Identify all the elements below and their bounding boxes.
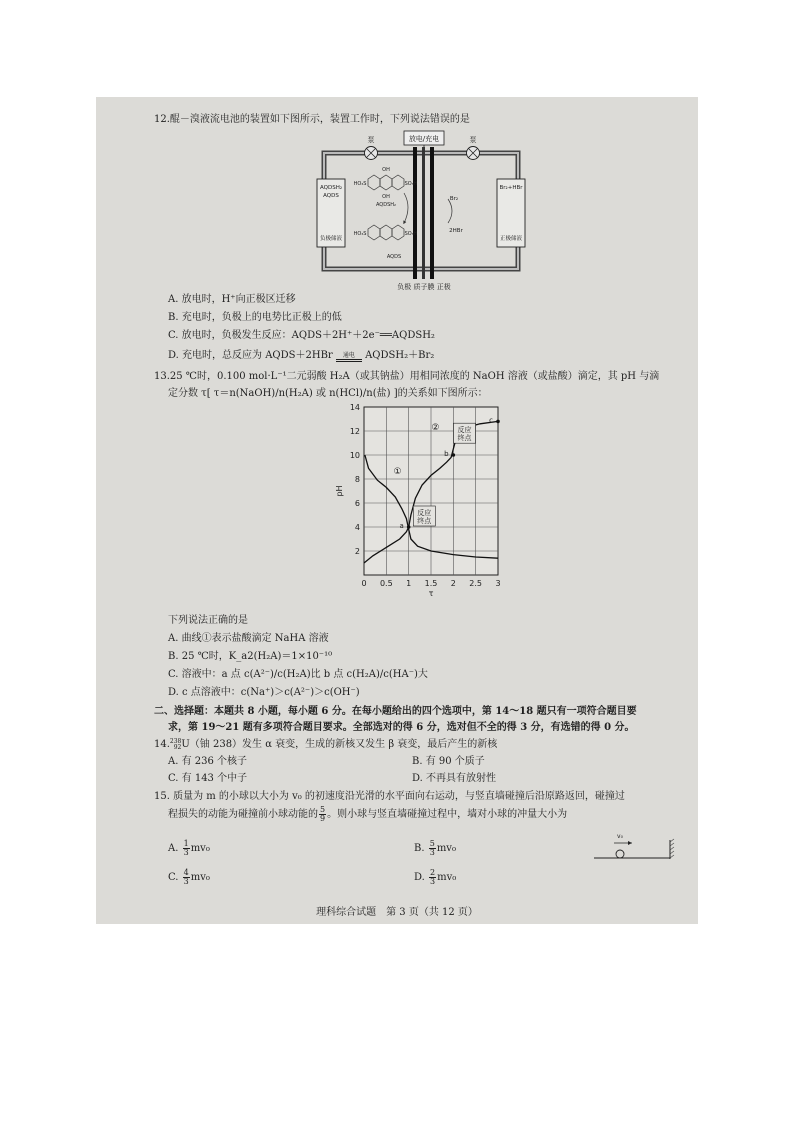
q12-option-c: C. 放电时，负极发生反应：AQDS＋2H⁺＋2e⁻══AQDSH₂ (168, 330, 435, 341)
x-tick-label: 0 (361, 579, 367, 588)
svg-text:HO₃S: HO₃S (353, 181, 367, 187)
q13-option-c: C. 溶液中：a 点 c(A²⁻)/c(H₂A)比 b 点 c(H₂A)/c(HA⁻)大 (168, 669, 428, 680)
q12-battery-diagram (316, 129, 526, 291)
diagram-top-label: 放电/充电 (408, 135, 440, 143)
q13-option-d: D. c 点溶液中：c(Na⁺)＞c(A²⁻)＞c(OH⁻) (168, 687, 360, 698)
titration-chart (331, 399, 511, 611)
y-tick-label: 4 (354, 523, 360, 532)
svg-text:Br₂+HBr: Br₂+HBr (499, 185, 523, 191)
q13-stem-line-1: 13.25 ℃时，0.100 mol·L⁻¹二元弱酸 H₂A（或其钠盐）用相同浓度的 NaOH 溶液（或盐酸）滴定，其 pH 与滴 (154, 371, 660, 382)
q13-stem-line-2: 定分数 τ[ τ＝n(NaOH)/n(H₂A) 或 n(HCl)/n(盐) ]的关系如下图所示： (168, 388, 488, 399)
q12-stem: 12.醌－溴液流电池的装置如下图所示，装置工作时，下列说法错误的是 (154, 114, 470, 125)
x-tick-label: 2 (450, 579, 456, 588)
q15-stem-line-2: 程损失的动能为碰撞前小球动能的 $\frac{5}{9}$ 。则小球与竖直墙碰撞过程中，墙对小球的冲量大小为 (168, 805, 568, 823)
point-label-a: a (399, 522, 404, 530)
pump-right-label: 泵 (469, 136, 477, 144)
q14-stem: 14. 238 92 U（铀 238）发生 α 衰变，生成的新核又发生 β 衰变，最后产生的新核 (154, 737, 498, 751)
svg-text:HO₃S: HO₃S (353, 231, 367, 237)
svg-text:SO₃H: SO₃H (404, 231, 418, 237)
y-axis-label: pH (335, 485, 344, 497)
svg-text:Br₂: Br₂ (449, 196, 459, 202)
svg-text:AQDSH₂: AQDSH₂ (319, 185, 343, 191)
q15-stem-line-1: 15. 质量为 m 的小球以大小为 v₀ 的初速度沿光滑的水平面向右运动，与竖直墙碰撞后沿原路返回，碰撞过 (154, 791, 625, 802)
y-tick-label: 12 (349, 427, 360, 436)
q12-option-a: A. 放电时，H⁺向正极区迁移 (168, 294, 296, 305)
point-label-c: c (489, 416, 493, 425)
svg-text:正极储液: 正极储液 (499, 236, 523, 242)
svg-text:AQDS: AQDS (323, 193, 339, 199)
q13-prompt: 下列说法正确的是 (168, 615, 248, 626)
q14-option-c: C. 有 143 个中子 (168, 773, 248, 784)
q14-option-d: D. 不再具有放射性 (412, 773, 497, 784)
point-a (407, 525, 411, 529)
x-tick-label: 0.5 (379, 579, 393, 588)
annotation-text: 反应 (417, 509, 432, 517)
q12-option-d: D. 充电时，总反应为 AQDS＋2HBr 通电 AQDSH₂＋Br₂ (168, 350, 435, 361)
x-axis-label: τ (428, 589, 434, 598)
annotation-text: 终点 (457, 434, 472, 443)
series-marker-label: ② (431, 422, 440, 433)
svg-text:AQDSH₂: AQDSH₂ (375, 202, 397, 208)
point-label-b: b (444, 450, 449, 458)
annotation-text: 反应 (457, 426, 472, 435)
y-tick-label: 8 (354, 475, 360, 484)
q13-option-b: B. 25 ℃时，K_a2(H₂A)＝1×10⁻¹⁰ (168, 651, 333, 662)
svg-text:AQDS: AQDS (386, 254, 402, 260)
page-footer: 理科综合试题 第 3 页（共 12 页） (316, 907, 478, 918)
svg-text:OH: OH (382, 167, 390, 173)
y-tick-label: 14 (349, 403, 360, 412)
electrode-labels: 负极 质子膜 正极 (397, 283, 451, 291)
x-tick-label: 3 (495, 579, 501, 588)
svg-text:v₀: v₀ (617, 833, 623, 840)
series-marker-label: ① (393, 467, 402, 478)
svg-text:OH: OH (382, 194, 390, 200)
svg-text:SO₃H: SO₃H (404, 181, 418, 187)
q14-option-b: B. 有 90 个质子 (412, 756, 485, 767)
section2-instructions-1: 二、选择题：本题共 8 小题，每小题 6 分。在每小题给出的四个选项中，第 14～18 题只有一项符合题目要 (154, 706, 637, 717)
x-tick-label: 2.5 (469, 579, 483, 588)
y-tick-label: 2 (354, 547, 360, 556)
point-b (452, 453, 456, 457)
y-tick-label: 6 (354, 499, 360, 508)
q15-option-c: C. $\frac{4}{3}$ mv₀ (168, 868, 210, 886)
pump-left-label: 泵 (367, 136, 375, 144)
annotation-text: 终点 (417, 517, 432, 525)
section2-instructions-2: 求，第 19～21 题有多项符合题目要求。全部选对的得 6 分，选对但不全的得 3 分，有选错的得 0 分。 (168, 722, 635, 733)
svg-text:2HBr: 2HBr (449, 228, 463, 234)
q15-option-a: A. $\frac{1}{3}$ mv₀ (168, 839, 210, 857)
x-tick-label: 1.5 (424, 579, 438, 588)
exam-page (96, 97, 698, 924)
q15-option-b: B. $\frac{5}{3}$ mv₀ (414, 839, 456, 857)
y-tick-label: 10 (349, 451, 360, 460)
q14-option-a: A. 有 236 个核子 (168, 756, 248, 767)
q13-option-a: A. 曲线①表示盐酸滴定 NaHA 溶液 (168, 633, 329, 644)
point-c (496, 420, 500, 424)
q15-ball-wall-figure (590, 830, 682, 866)
q15-option-d: D. $\frac{2}{3}$ mv₀ (414, 868, 457, 886)
x-tick-label: 1 (406, 579, 412, 588)
svg-text:负极储液: 负极储液 (319, 236, 343, 242)
q12-option-b: B. 充电时，负极上的电势比正极上的低 (168, 312, 342, 323)
